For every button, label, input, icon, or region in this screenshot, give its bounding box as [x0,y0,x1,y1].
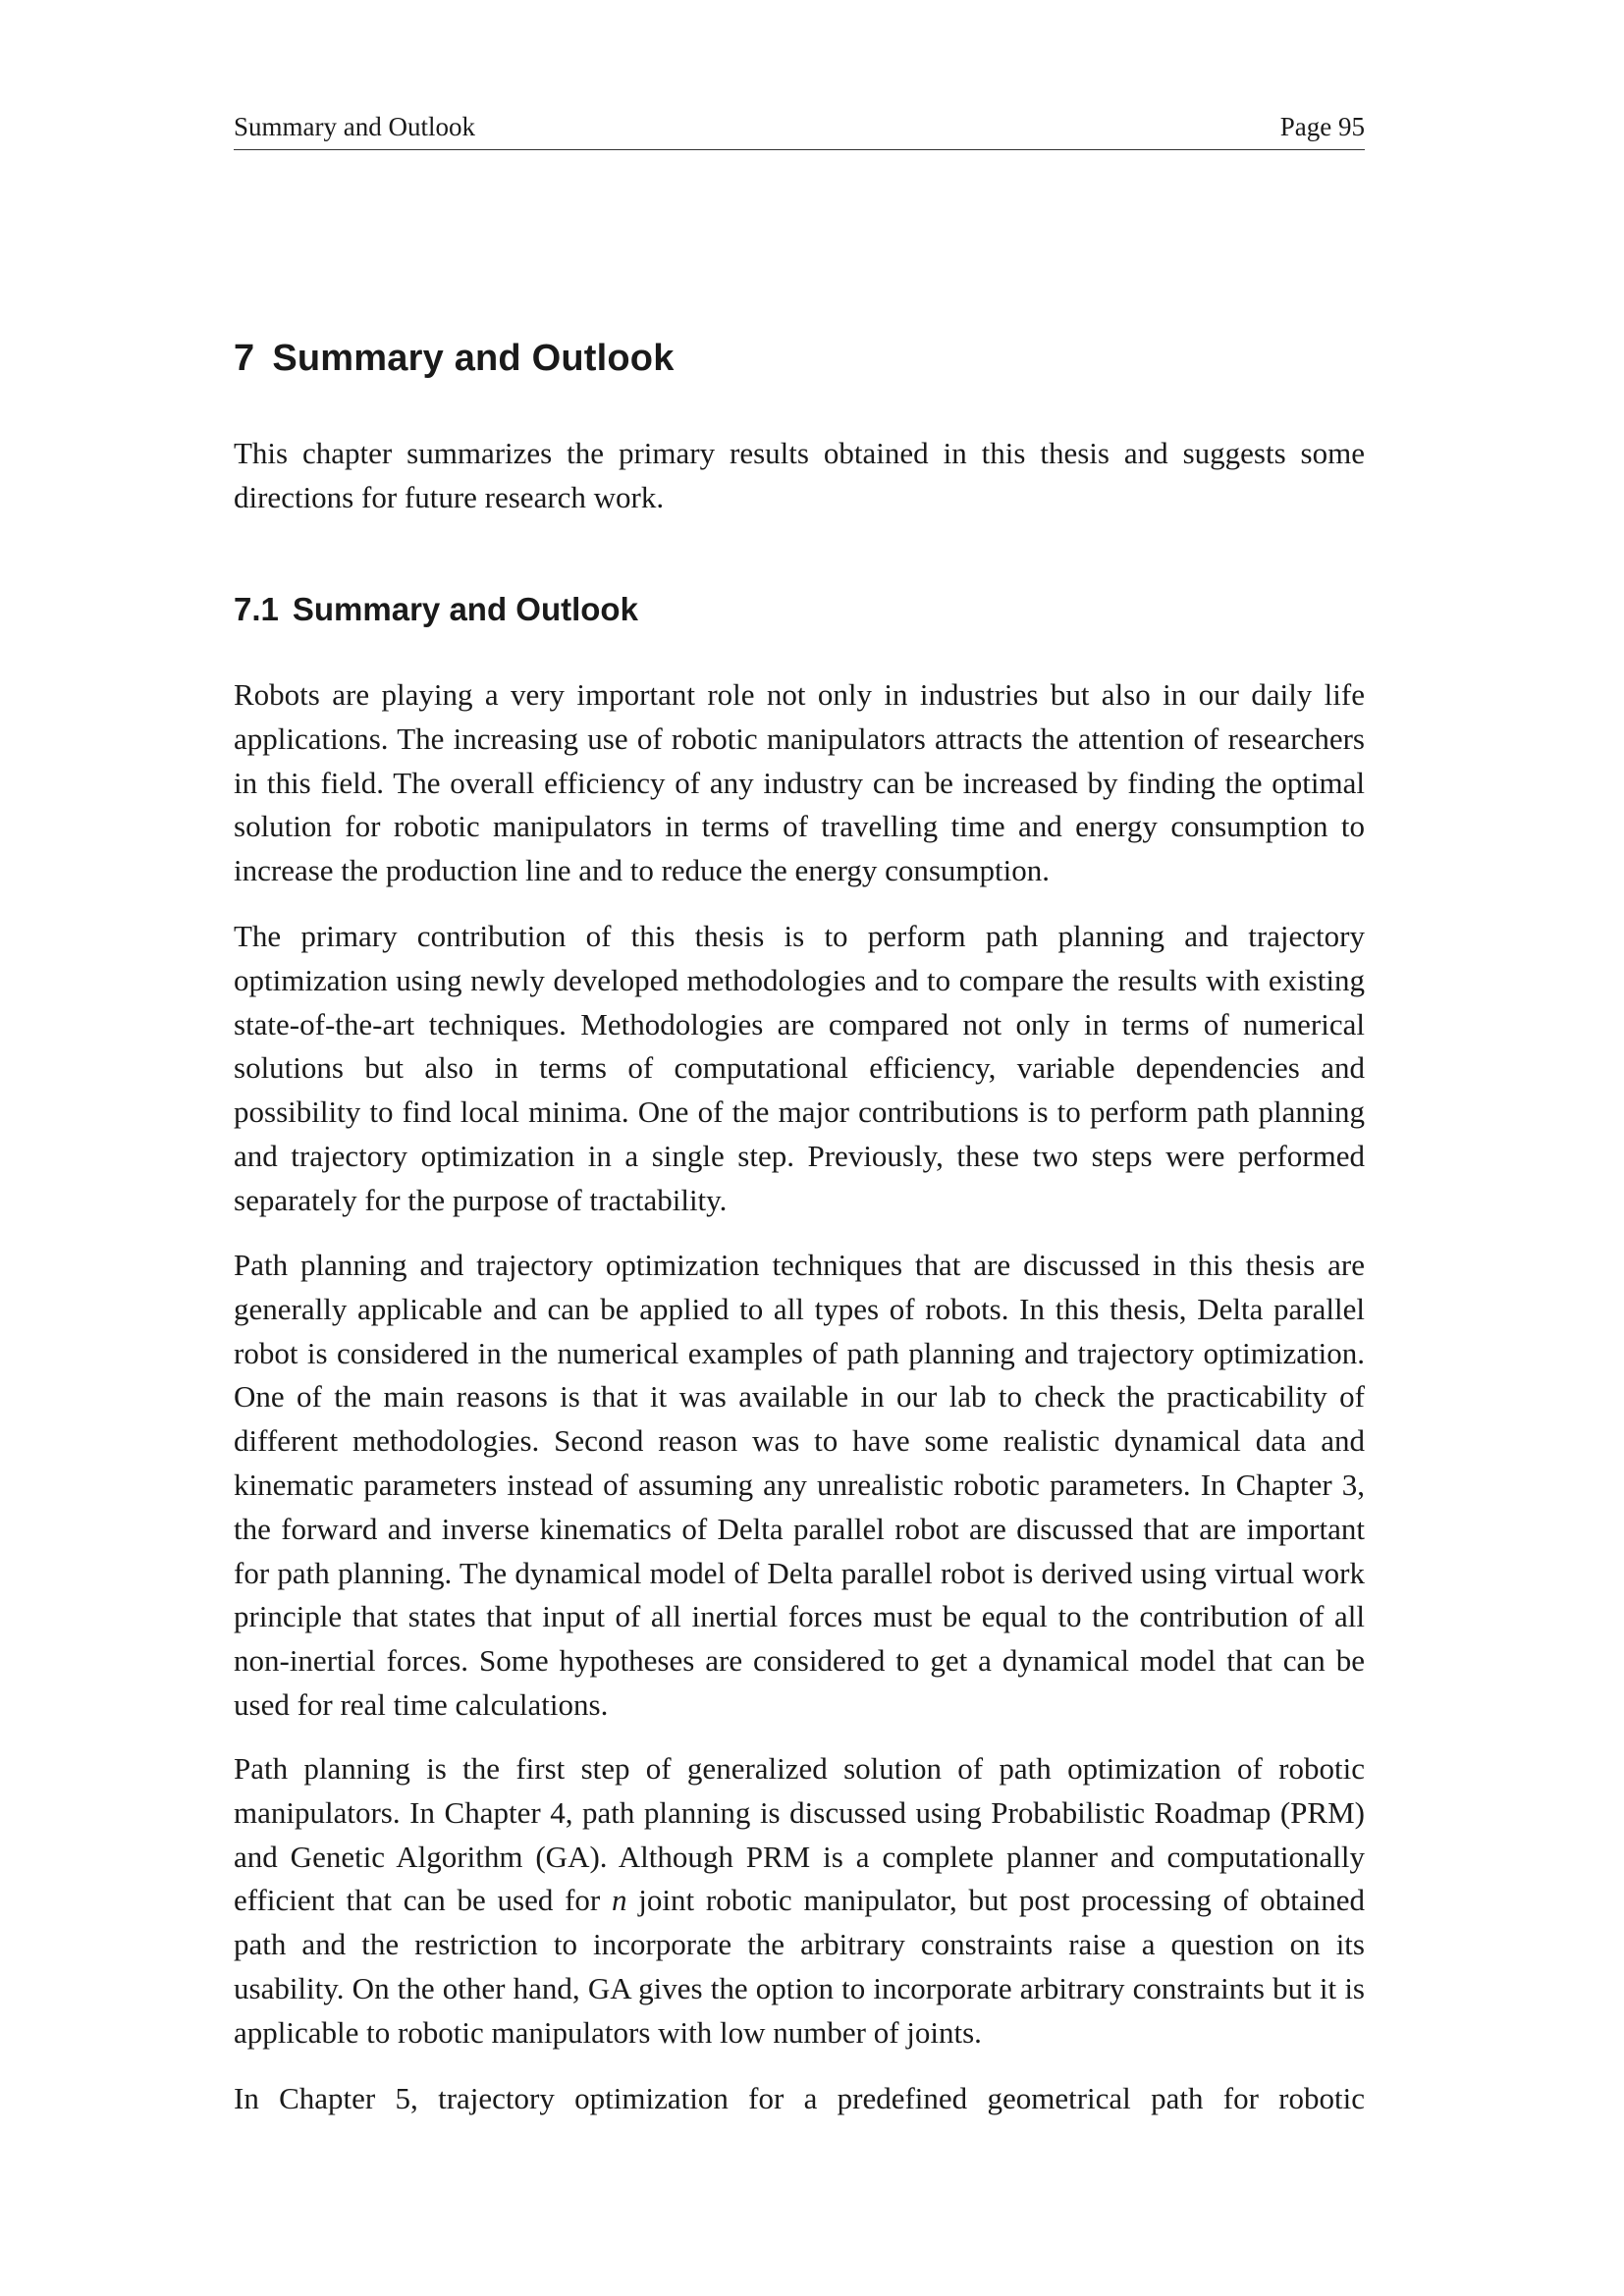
body-paragraph-continued: In Chapter 5, trajectory optimization for a predefined geometrical path for robotic [234,2081,1365,2115]
section-number: 7.1 [234,591,279,627]
body-paragraph: Path planning and trajectory optimization techniques that are discussed in this thesis are generally applicable and can be applied to all types of robots. In this thesis, Delta parallel robot is considered in the numerical examples of path planning and trajectory optimization. One of the main reasons is that it was available in our lab to check the practicability of different methodologies. Second reason was to have some realistic dynamical data and kinematic parameters instead of assuming any unrealistic robotic parameters. In Chapter 3, the forward and inverse kinematics of Delta parallel robot are discussed that are important for path planning. The dynamical model of Delta parallel robot is derived using virtual work principle that states that input of all inertial forces must be equal to the contribution of all non-inertial forces. Some hypotheses are considered to get a dynamical model that can be used for real time calculations. [234,1248,1365,1722]
chapter-title [234,338,675,380]
body-paragraph: The primary contribution of this thesis is to perform path planning and trajectory optimization using newly developed methodologies and to compare the results with existing state-of-the-art techniques. Methodologies are compared not only in terms of numerical solutions but also in terms of computational efficiency, variable dependencies and possibility to find local minima. One of the major contributions is to perform path planning and trajectory optimization in a single step. Previously, these two steps were performed separately for the purpose of tractability. [234,919,1365,1217]
running-header [234,110,1365,150]
chapter-number: 7 [234,338,255,379]
math-variable-n: n [612,1883,627,1918]
body-paragraph: Robots are playing a very important role not only in industries but also in our daily life applications. The increasing use of robotic manipulators attracts the attention of researchers in this field. The overall efficiency of any industry can be increased by finding the optimal solution for robotic manipulators in terms of travelling time and energy consumption to increase the production line and to reduce the energy consumption. [234,677,1365,888]
section-title-text: Summary and Outlook [292,591,638,627]
paragraph-text: joint robotic manipulator, but post processing of obtained path and the restriction to incorporate the arbitrary constraints raise a question on its usability. On the other hand, GA gives the option to incorporate arbitrary constraints but it is applicable to robotic manipulators with low number of joints. [234,1883,1366,2050]
header-chapter-name: Summary and Outlook [234,112,475,141]
header-page-number: Page 95 [1279,112,1365,141]
body-paragraph [234,1747,1365,2056]
chapter-intro-paragraph: This chapter summarizes the primary results obtained in this thesis and suggests some directions for future research work. [234,436,1365,514]
section-title [234,591,638,628]
chapter-title-text: Summary and Outlook [272,338,675,379]
paragraph-text: Path planning is the first step of generalized solution of path optimization of robotic manipulators. In Chapter 4, path planning is discussed using Probabilistic Roadmap (PRM) and Genetic Algorithm (GA). Although PRM is a complete planner and computationally efficient that can be used for [234,1751,1365,1918]
